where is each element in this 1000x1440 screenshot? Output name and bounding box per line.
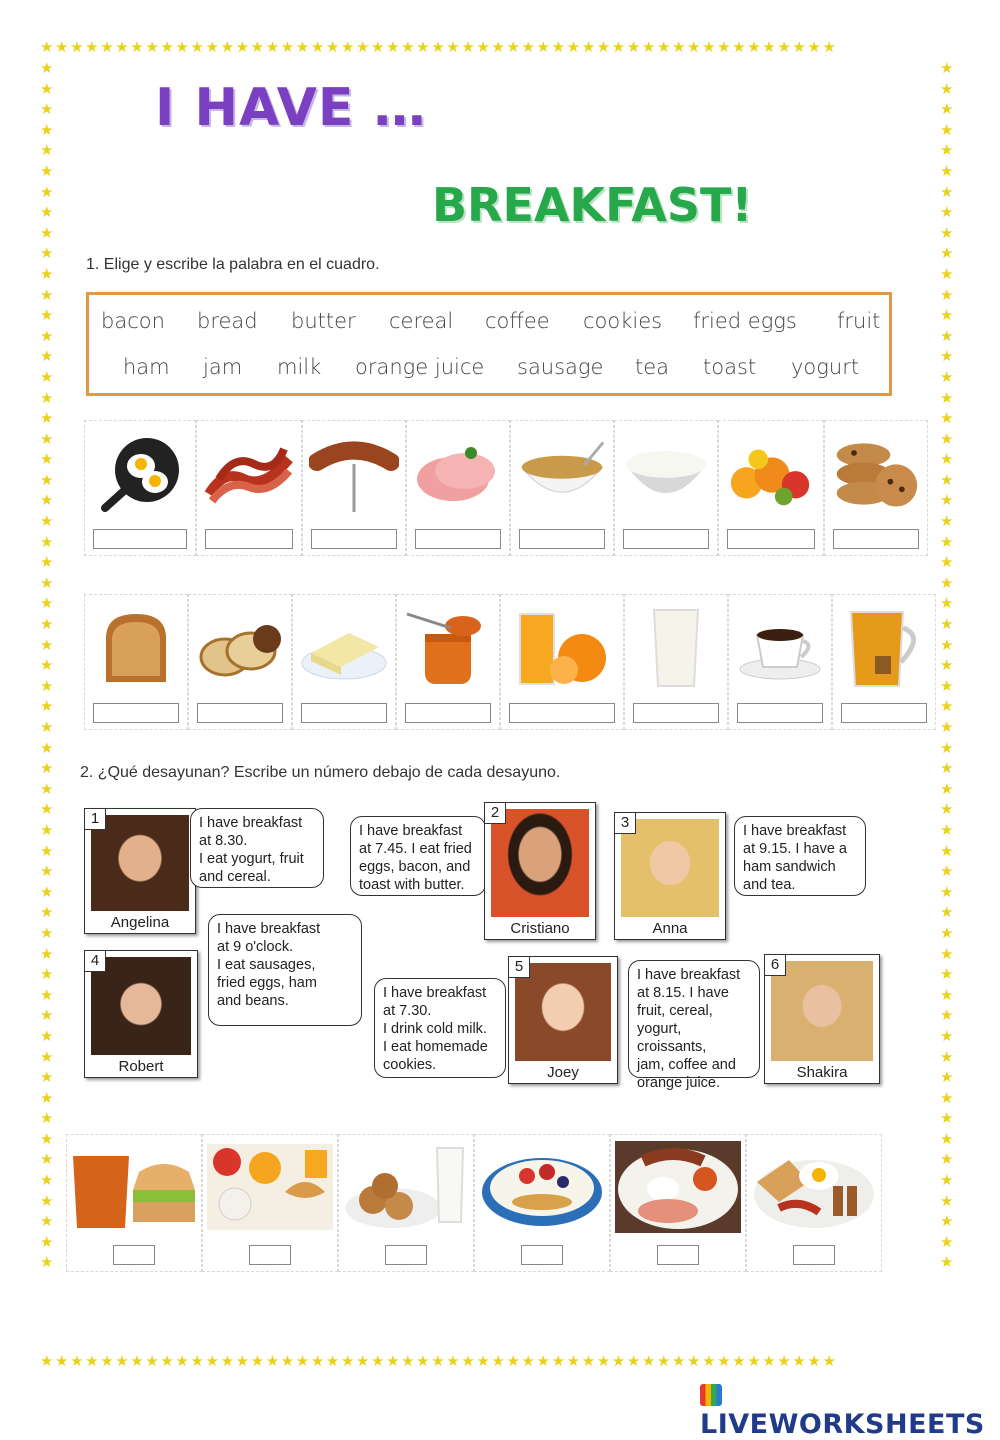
answer-box[interactable] — [197, 703, 283, 723]
breakfast-cell — [746, 1134, 882, 1272]
word-sausage: sausage — [517, 355, 604, 379]
bubble-line: at 8.15. I have — [637, 985, 729, 1001]
answer-box[interactable] — [521, 1245, 563, 1265]
bubble-line: at 9.15. I have a — [743, 841, 847, 857]
answer-box[interactable] — [727, 529, 815, 549]
answer-box[interactable] — [519, 529, 605, 549]
speech-bubble-angelina — [190, 808, 324, 888]
word-bacon: bacon — [101, 309, 165, 333]
answer-box[interactable] — [657, 1245, 699, 1265]
word-milk: milk — [277, 355, 322, 379]
picture-cell — [614, 420, 718, 556]
instruction-2: 2. ¿Qué desayunan? Escribe un número debajo de cada desayuno. — [80, 764, 561, 781]
breakfast-cell — [338, 1134, 474, 1272]
tea-and-sandwich-icon — [69, 1137, 199, 1237]
word-jam: jam — [203, 355, 243, 379]
person-name: Anna — [652, 920, 688, 937]
continental-breakfast-icon — [205, 1137, 335, 1237]
fried-eggs-icon — [91, 427, 189, 521]
picture-cell — [188, 594, 292, 730]
word-ham: ham — [123, 355, 170, 379]
yogurt-icon — [621, 427, 711, 521]
bubble-line: I drink cold milk. — [383, 1021, 487, 1037]
person-photo-anna — [614, 812, 726, 940]
person-number: 2 — [484, 802, 506, 824]
breakfast-cell — [202, 1134, 338, 1272]
answer-box[interactable] — [113, 1245, 155, 1265]
picture-row-2 — [84, 594, 936, 730]
toast-icon — [91, 601, 181, 695]
bubble-line: eggs, bacon, and — [359, 859, 471, 875]
person-name: Angelina — [110, 914, 170, 931]
bubble-line: toast with butter. — [359, 877, 465, 893]
speech-bubble-robert — [208, 914, 362, 1026]
bubble-line: I eat sausages, — [217, 957, 316, 973]
person-name: Cristiano — [510, 920, 570, 937]
answer-box[interactable] — [737, 703, 823, 723]
orange-juice-icon — [507, 601, 617, 695]
answer-box[interactable] — [205, 529, 293, 549]
word-fried-eggs: fried eggs — [693, 309, 797, 333]
tea-icon — [839, 601, 929, 695]
answer-box[interactable] — [93, 703, 179, 723]
logo-text: LIVEWORKSHEETS — [700, 1409, 985, 1440]
picture-cell — [302, 420, 406, 556]
bubble-line: orange juice. — [637, 1075, 721, 1091]
answer-box[interactable] — [793, 1245, 835, 1265]
liveworksheets-icon — [700, 1384, 722, 1406]
bread-icon — [195, 601, 285, 695]
person-photo-robert — [84, 950, 198, 1078]
cookies-and-milk-icon — [341, 1137, 471, 1237]
person-number: 6 — [764, 954, 786, 976]
coffee-icon — [735, 601, 825, 695]
answer-box[interactable] — [405, 703, 491, 723]
answer-box[interactable] — [841, 703, 927, 723]
speech-bubble-joey — [374, 978, 506, 1078]
bubble-line: at 9 o'clock. — [217, 939, 294, 955]
speech-bubble-cristiano — [350, 816, 486, 896]
bubble-line: ham sandwich — [743, 859, 836, 875]
answer-box[interactable] — [623, 529, 709, 549]
picture-cell — [832, 594, 936, 730]
word-butter: butter — [291, 309, 356, 333]
ham-icon — [413, 427, 503, 521]
bacon-icon — [203, 427, 295, 521]
bubble-line: at 8.30. — [199, 833, 248, 849]
bubble-line: fruit, cereal, — [637, 1003, 713, 1019]
english-breakfast-icon — [613, 1137, 743, 1237]
picture-row-1 — [84, 420, 928, 556]
title-breakfast: BREAKFAST! — [432, 178, 753, 232]
picture-cell — [396, 594, 500, 730]
picture-cell — [624, 594, 728, 730]
bubble-line: and beans. — [217, 993, 289, 1009]
bubble-line: I have breakfast — [359, 823, 463, 839]
answer-box[interactable] — [311, 529, 397, 549]
word-bread: bread — [197, 309, 258, 333]
speech-bubble-shakira — [628, 960, 760, 1091]
word-orange-juice: orange juice — [355, 355, 485, 379]
picture-cell — [84, 594, 188, 730]
bubble-line: I eat yogurt, fruit — [199, 851, 304, 867]
person-number: 4 — [84, 950, 106, 972]
person-name: Joey — [547, 1064, 579, 1081]
answer-box[interactable] — [509, 703, 615, 723]
bubble-line: at 7.30. — [383, 1003, 432, 1019]
person-photo-shakira — [764, 954, 880, 1084]
breakfast-row — [66, 1134, 882, 1272]
cookies-icon — [831, 427, 921, 521]
breakfast-cell — [474, 1134, 610, 1272]
instruction-1: 1. Elige y escribe la palabra en el cuadro. — [86, 256, 380, 273]
word-coffee: coffee — [485, 309, 550, 333]
butter-icon — [299, 601, 389, 695]
bubble-line: and cereal. — [199, 869, 271, 885]
milk-icon — [631, 601, 721, 695]
speech-bubble-anna — [734, 816, 866, 896]
star-border-top: ★★★★★★★★★★★★★★★★★★★★★★★★★★★★★★★★★★★★★★★★★★★★★★★★★★★★★ — [40, 40, 838, 56]
sausage-icon — [309, 427, 399, 521]
answer-box[interactable] — [385, 1245, 427, 1265]
bubble-line: I eat homemade — [383, 1039, 488, 1055]
word-fruit: fruit — [837, 309, 881, 333]
answer-box[interactable] — [415, 529, 501, 549]
portrait — [91, 957, 191, 1055]
picture-cell — [718, 420, 824, 556]
jam-icon — [403, 601, 493, 695]
word-cookies: cookies — [583, 309, 663, 333]
person-photo-angelina — [84, 808, 196, 934]
bubble-line: cookies. — [383, 1057, 437, 1073]
eggs-bacon-toast-icon — [749, 1137, 879, 1237]
portrait — [491, 809, 589, 917]
bubble-line: I have breakfast — [637, 967, 741, 983]
person-number: 1 — [84, 808, 106, 830]
bubble-line: jam, coffee and — [637, 1057, 736, 1073]
word-yogurt: yogurt — [791, 355, 860, 379]
bubble-line: I have breakfast — [743, 823, 847, 839]
portrait — [771, 961, 873, 1061]
bubble-line: I have breakfast — [217, 921, 321, 937]
person-name: Shakira — [796, 1064, 848, 1081]
person-number: 5 — [508, 956, 530, 978]
picture-cell — [406, 420, 510, 556]
bubble-line: I have breakfast — [199, 815, 303, 831]
bubble-line: yogurt, croissants, — [637, 1021, 707, 1055]
person-name: Robert — [118, 1058, 164, 1075]
bubble-line: I have breakfast — [383, 985, 487, 1001]
star-border-right: ★★★★★★★★★★★★★★★★★★★★★★★★★★★★★★★★★★★★★★★★★★★★★★★★★★★★★★★★★★★ — [940, 59, 954, 1272]
picture-cell — [510, 420, 614, 556]
picture-cell — [824, 420, 928, 556]
answer-box[interactable] — [833, 529, 919, 549]
breakfast-cell — [66, 1134, 202, 1272]
star-border-left: ★★★★★★★★★★★★★★★★★★★★★★★★★★★★★★★★★★★★★★★★★★★★★★★★★★★★★★★★★★★ — [40, 59, 54, 1272]
word-tea: tea — [635, 355, 670, 379]
picture-cell — [292, 594, 396, 730]
bubble-line: and tea. — [743, 877, 796, 893]
yogurt-fruit-cereal-icon — [477, 1137, 607, 1237]
star-border-bottom: ★★★★★★★★★★★★★★★★★★★★★★★★★★★★★★★★★★★★★★★★★★★★★★★★★★★★★ — [40, 1354, 838, 1370]
title-i-have: I HAVE … — [155, 78, 427, 138]
bubble-line: at 7.45. I eat fried — [359, 841, 472, 857]
fruit-icon — [725, 427, 817, 521]
bubble-line: fried eggs, ham — [217, 975, 317, 991]
picture-cell — [500, 594, 624, 730]
answer-box[interactable] — [249, 1245, 291, 1265]
person-photo-joey — [508, 956, 618, 1084]
cereal-icon — [517, 427, 607, 521]
answer-box[interactable] — [301, 703, 387, 723]
answer-box[interactable] — [633, 703, 719, 723]
picture-cell — [196, 420, 302, 556]
person-number: 3 — [614, 812, 636, 834]
word-toast: toast — [703, 355, 757, 379]
person-photo-cristiano — [484, 802, 596, 940]
liveworksheets-logo — [700, 1378, 1000, 1440]
word-bank — [86, 292, 892, 396]
picture-cell — [84, 420, 196, 556]
picture-cell — [728, 594, 832, 730]
breakfast-cell — [610, 1134, 746, 1272]
answer-box[interactable] — [93, 529, 187, 549]
word-cereal: cereal — [389, 309, 454, 333]
